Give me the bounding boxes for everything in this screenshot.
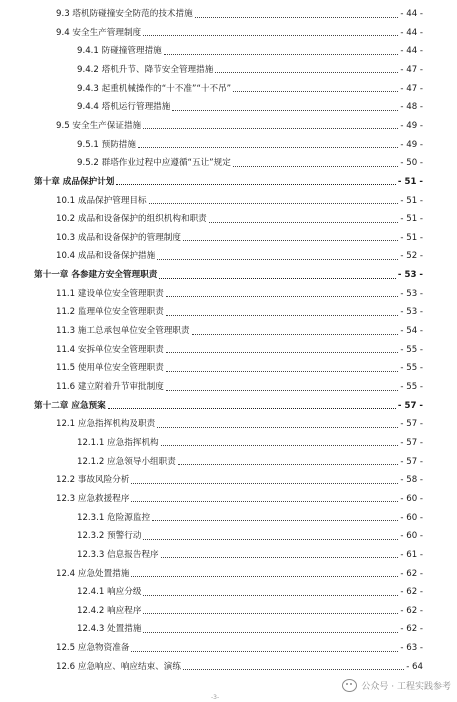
toc-dot-leader xyxy=(161,557,399,558)
toc-entry-title: 9.4.2 塔机升节、降节安全管理措施 xyxy=(77,64,214,75)
toc-entry[interactable] xyxy=(0,509,457,527)
toc-entry-title: 9.4.3 起重机械操作的“十不准”“十不吊” xyxy=(77,83,232,94)
toc-entry[interactable] xyxy=(0,136,457,154)
toc-dot-leader xyxy=(178,464,399,465)
toc-entry-page: - 50 - xyxy=(400,158,423,169)
toc-entry-title: 11.2 监理单位安全管理职责 xyxy=(56,307,164,318)
toc-entry-page: - 51 - xyxy=(397,176,423,187)
toc-entry[interactable] xyxy=(0,117,457,135)
toc-entry-title: 11.4 安拆单位安全管理职责 xyxy=(56,344,164,355)
watermark xyxy=(342,679,451,692)
toc-entry-page: - 55 - xyxy=(400,382,423,392)
toc-entry-page: - 63 - xyxy=(400,643,423,654)
toc-dot-leader xyxy=(138,147,398,148)
toc-entry-title: 12.4.1 响应分级 xyxy=(77,587,142,598)
toc-entry-page: - 55 - xyxy=(400,363,423,374)
toc-dot-leader xyxy=(152,520,398,521)
toc-entry-title: 12.2 事故风险分析 xyxy=(56,475,130,486)
toc-dot-leader xyxy=(164,54,399,55)
toc-entry-title: 12.1.2 应急领导小组职责 xyxy=(77,456,176,467)
toc-dot-leader xyxy=(157,259,398,260)
toc-entry-title: 第十章 成品保护计划 xyxy=(34,176,115,187)
toc-entry-title: 9.4.1 防碰撞管理措施 xyxy=(77,46,162,57)
toc-dot-leader xyxy=(131,483,398,484)
toc-entry[interactable] xyxy=(0,247,457,265)
toc-entry-page: - 53 - xyxy=(400,288,423,299)
toc-entry[interactable] xyxy=(0,210,457,228)
toc-entry-title: 9.4 安全生产管理制度 xyxy=(56,27,142,38)
toc-dot-leader xyxy=(166,296,399,297)
toc-entry-title: 12.5 应急物资准备 xyxy=(56,643,130,654)
watermark-text: 公众号 · 工程实践参考 xyxy=(361,682,451,692)
toc-entry-title: 11.1 建设单位安全管理职责 xyxy=(56,288,164,299)
toc-entry-title: 9.5 安全生产保证措施 xyxy=(56,120,142,131)
toc-entry-title: 12.4.3 处置措施 xyxy=(77,624,142,635)
page-number: -3- xyxy=(211,694,220,701)
toc-entry-title: 10.2 成品和设备保护的组织机构和职责 xyxy=(56,214,207,225)
toc-entry-title: 12.3 应急救援程序 xyxy=(56,493,130,504)
toc-chapter-entry[interactable] xyxy=(0,173,457,191)
toc-dot-leader xyxy=(233,166,399,167)
toc-entry-page: - 52 - xyxy=(400,251,423,262)
toc-entry[interactable] xyxy=(0,490,457,508)
toc-entry[interactable] xyxy=(0,98,457,116)
toc-entry[interactable] xyxy=(0,5,457,23)
toc-entry-page: - 54 - xyxy=(400,326,423,337)
toc-entry-title: 11.3 施工总承包单位安全管理职责 xyxy=(56,326,190,337)
toc-entry-page: - 53 - xyxy=(397,270,423,281)
toc-entry-page: - 44 - xyxy=(400,27,423,38)
toc-entry[interactable] xyxy=(0,359,457,377)
toc-dot-leader xyxy=(149,203,399,204)
toc-entry-page: - 47 - xyxy=(400,83,423,94)
toc-dot-leader xyxy=(143,595,398,596)
toc-entry-title: 12.1.1 应急指挥机构 xyxy=(77,437,159,448)
toc-entry-page: - 62 - xyxy=(400,587,423,598)
toc-dot-leader xyxy=(143,35,398,36)
toc-entry-page: - 57 - xyxy=(397,400,423,411)
toc-entry-page: - 62 - xyxy=(400,624,423,635)
toc-dot-leader xyxy=(209,222,399,223)
toc-entry[interactable] xyxy=(0,434,457,452)
toc-entry-page: - 58 - xyxy=(400,475,423,486)
toc-entry-title: 12.3.1 危险源监控 xyxy=(77,512,151,523)
toc-entry-title: 12.4 应急处置措施 xyxy=(56,568,130,579)
toc-entry-page: - 61 - xyxy=(400,549,423,560)
toc-entry[interactable] xyxy=(0,583,457,601)
toc-dot-leader xyxy=(143,128,398,129)
toc-entry[interactable] xyxy=(0,639,457,657)
toc-entry-page: - 53 - xyxy=(400,307,423,318)
toc-entry[interactable] xyxy=(0,285,457,303)
toc-entry-page: - 60 - xyxy=(400,512,423,523)
toc-entry-page: - 48 - xyxy=(400,102,423,113)
toc-entry[interactable] xyxy=(0,192,457,210)
toc-entry[interactable] xyxy=(0,322,457,340)
toc-dot-leader xyxy=(215,72,398,73)
toc-chapter-entry[interactable] xyxy=(0,266,457,284)
toc-entry[interactable] xyxy=(0,42,457,60)
toc-entry[interactable] xyxy=(0,24,457,42)
toc-entry-page: - 51 - xyxy=(400,232,423,243)
toc-entry-title: 12.1 应急指挥机构及职责 xyxy=(56,419,156,430)
toc-dot-leader xyxy=(161,445,399,446)
toc-entry-page: - 44 - xyxy=(400,9,423,19)
toc-chapter-entry[interactable] xyxy=(0,397,457,415)
toc-dot-leader xyxy=(143,539,398,540)
toc-entry-page: - 60 - xyxy=(400,493,423,504)
toc-entry[interactable] xyxy=(0,229,457,247)
toc-entry[interactable] xyxy=(0,303,457,321)
toc-entry-page: - 57 - xyxy=(400,419,423,430)
toc-entry-title: 9.5.1 预防措施 xyxy=(77,139,136,150)
toc-entry-title: 12.4.2 响应程序 xyxy=(77,605,142,616)
toc-entry-title: 12.6 应急响应、响应结束、演练 xyxy=(56,661,181,672)
toc-entry-title: 10.4 成品和设备保护措施 xyxy=(56,251,156,262)
toc-dot-leader xyxy=(166,352,399,353)
toc-entry-page: - 57 - xyxy=(400,456,423,467)
toc-dot-leader xyxy=(183,240,398,241)
toc-entry-title: 第十一章 各参建方安全管理职责 xyxy=(34,270,158,281)
wechat-icon xyxy=(342,679,357,692)
toc-dot-leader xyxy=(159,278,396,279)
toc-dot-leader xyxy=(195,17,399,18)
toc-dot-leader xyxy=(131,651,398,652)
toc-entry-title: 9.5.2 群塔作业过程中应遵循“五让”规定 xyxy=(77,158,231,169)
toc-entry-page: - 62 - xyxy=(400,568,423,579)
toc-dot-leader xyxy=(192,334,399,335)
toc-entry[interactable] xyxy=(0,527,457,545)
toc-entry-page: - 57 - xyxy=(400,437,423,448)
toc-entry[interactable] xyxy=(0,658,457,676)
toc-entry[interactable] xyxy=(0,602,457,620)
toc-dot-leader xyxy=(108,408,396,409)
toc-entry[interactable] xyxy=(0,565,457,583)
toc-entry-page: - 51 - xyxy=(400,214,423,225)
toc-dot-leader xyxy=(183,669,404,670)
toc-dot-leader xyxy=(131,501,398,502)
toc-entry-page: - 49 - xyxy=(400,120,423,131)
toc-dot-leader xyxy=(166,390,399,391)
toc-entry-title: 12.3.2 预警行动 xyxy=(77,531,142,542)
toc-entry-page: - 55 - xyxy=(400,344,423,355)
toc-dot-leader xyxy=(233,91,398,92)
toc-entry-page: - 47 - xyxy=(400,64,423,75)
toc-dot-leader xyxy=(157,427,398,428)
toc-dot-leader xyxy=(143,632,398,633)
toc-dot-leader xyxy=(166,371,399,372)
toc-entry[interactable] xyxy=(0,546,457,564)
toc-entry-title: 11.6 建立附着升节审批制度 xyxy=(56,382,164,392)
toc-entry-title: 第十二章 应急预案 xyxy=(34,400,106,411)
toc-entry-page: - 60 - xyxy=(400,531,423,542)
toc-entry-page: - 51 - xyxy=(400,195,423,206)
toc-entry[interactable] xyxy=(0,378,457,396)
toc-dot-leader xyxy=(131,576,398,577)
toc-entry-title: 10.1 成品保护管理目标 xyxy=(56,195,147,206)
toc-entry[interactable] xyxy=(0,620,457,638)
toc-entry-title: 9.4.4 塔机运行管理措施 xyxy=(77,102,171,113)
toc-entry-page: - 49 - xyxy=(400,139,423,150)
toc-entry[interactable] xyxy=(0,341,457,359)
toc-entry[interactable] xyxy=(0,61,457,79)
toc-dot-leader xyxy=(143,613,398,614)
toc-entry[interactable] xyxy=(0,471,457,489)
toc-entry[interactable] xyxy=(0,453,457,471)
toc-entry-page: - 44 - xyxy=(400,46,423,57)
toc-dot-leader xyxy=(166,315,399,316)
toc-entry[interactable] xyxy=(0,80,457,98)
toc-entry[interactable] xyxy=(0,154,457,172)
toc-dot-leader xyxy=(116,184,396,185)
toc-entry-page: - 62 - xyxy=(400,605,423,616)
toc-entry-title: 12.3.3 信息报告程序 xyxy=(77,549,159,560)
toc-entry-title: 11.5 使用单位安全管理职责 xyxy=(56,363,164,374)
toc-entry-page: - 64 xyxy=(406,661,423,672)
toc-entry-title: 10.3 成品和设备保护的管理制度 xyxy=(56,232,181,243)
toc-entry[interactable] xyxy=(0,415,457,433)
toc-entry-title: 9.3 塔机防碰撞安全防范的技术措施 xyxy=(56,9,193,19)
toc-dot-leader xyxy=(172,110,398,111)
